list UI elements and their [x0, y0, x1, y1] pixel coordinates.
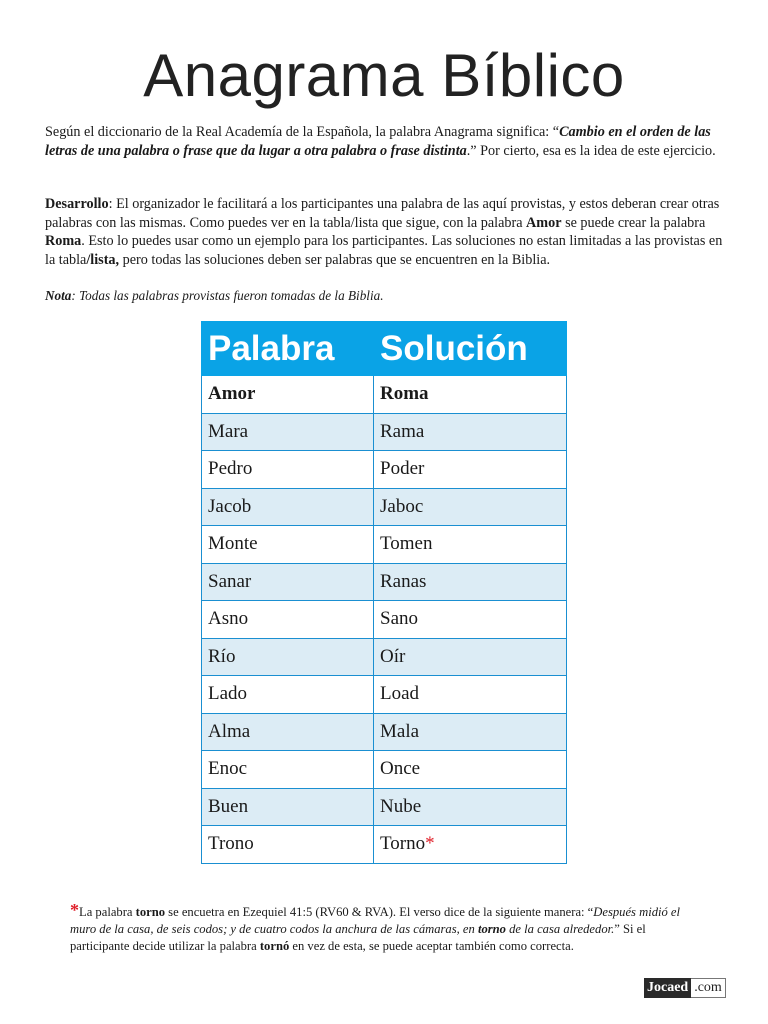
- logo-dotcom: .com: [691, 978, 726, 998]
- desarrollo-text-2: se puede crear la palabra: [561, 214, 706, 231]
- desarrollo-word-roma: Roma: [45, 233, 82, 249]
- solucion-cell: [374, 826, 567, 864]
- nota-paragraph: [45, 287, 723, 306]
- footnote-asterisk-marker: *: [425, 833, 435, 855]
- footnote-torno: torno: [135, 905, 166, 919]
- table-row: [202, 826, 567, 864]
- table-row: [202, 413, 567, 451]
- solucion-cell: Sano: [374, 601, 567, 639]
- footnote-text-1: La palabra: [79, 905, 136, 919]
- desarrollo-paragraph: [45, 195, 723, 269]
- footnote-text-3: ” Si el participante decide utilizar la palabra: [70, 922, 646, 953]
- palabra-cell: Monte: [202, 526, 374, 564]
- anagram-table: [201, 321, 567, 864]
- footnote-torno-accent: tornó: [259, 939, 290, 953]
- table-row: [202, 676, 567, 714]
- footnote: [70, 902, 690, 955]
- palabra-cell: Amor: [202, 376, 374, 414]
- solucion-cell: Oír: [374, 638, 567, 676]
- footnote-text-4: en vez de esta, se puede aceptar también como correcta.: [289, 939, 574, 953]
- palabra-cell: Sanar: [202, 563, 374, 601]
- header-solucion: Solución: [374, 322, 567, 376]
- palabra-cell: Enoc: [202, 751, 374, 789]
- table-row: [202, 563, 567, 601]
- footnote-text-2: se encuetra en Ezequiel 41:5 (RV60 & RVA). El verso dice de la siguiente manera: “: [165, 905, 594, 919]
- solucion-torno: Torno: [380, 833, 426, 855]
- logo-jocaed: Jocaed: [644, 978, 691, 998]
- table-row: [202, 713, 567, 751]
- solucion-cell: Load: [374, 676, 567, 714]
- solucion-cell: Roma: [374, 376, 567, 414]
- intro-text-2: .” Por cierto, esa es la idea de este ejercicio.: [466, 142, 716, 159]
- solucion-cell: Tomen: [374, 526, 567, 564]
- table-row: [202, 376, 567, 414]
- table-row: [202, 788, 567, 826]
- solucion-cell: Ranas: [374, 563, 567, 601]
- intro-definition: Cambio en el orden de las letras de una palabra o frase que da lugar a otra palabra o frase distinta: [45, 124, 711, 159]
- table-row: [202, 751, 567, 789]
- palabra-cell: Pedro: [202, 451, 374, 489]
- solucion-cell: Once: [374, 751, 567, 789]
- jocaed-logo: [644, 978, 726, 998]
- footnote-quote-1: Después midió el muro de la casa, de seis codos; y de cuatro codos la anchura de las cámaras, en: [70, 905, 681, 936]
- solucion-cell: Jaboc: [374, 488, 567, 526]
- intro-paragraph: [45, 123, 723, 160]
- palabra-cell: Río: [202, 638, 374, 676]
- solucion-cell: Poder: [374, 451, 567, 489]
- footnote-quote-torno: torno: [477, 922, 506, 936]
- table-row: [202, 526, 567, 564]
- palabra-cell: Trono: [202, 826, 374, 864]
- desarrollo-word-amor: Amor: [526, 214, 562, 231]
- palabra-cell: Jacob: [202, 488, 374, 526]
- desarrollo-text-1: : El organizador le facilitará a los participantes una palabra de las aquí provistas, y estos deberan crear otras palabras con las mismas. Como puedes ver en la tabla/lista que sigue, con la palabra: [45, 196, 720, 231]
- palabra-cell: Lado: [202, 676, 374, 714]
- desarrollo-label: Desarrollo: [45, 196, 109, 212]
- solucion-cell: Rama: [374, 413, 567, 451]
- table-header-row: [202, 322, 567, 376]
- palabra-cell: Alma: [202, 713, 374, 751]
- palabra-cell: Mara: [202, 413, 374, 451]
- nota-label: Nota: [45, 288, 72, 303]
- footnote-quote-2: de la casa alrededor.: [505, 922, 615, 936]
- solucion-cell: Nube: [374, 788, 567, 826]
- intro-text-1: Según el diccionario de la Real Academía de la Española, la palabra Anagrama significa: “: [45, 124, 560, 140]
- palabra-cell: Buen: [202, 788, 374, 826]
- desarrollo-text-4: pero todas las soluciones deben ser palabras que se encuentren en la Biblia.: [119, 251, 551, 268]
- table-row: [202, 488, 567, 526]
- footnote-star-icon: *: [70, 900, 79, 920]
- header-palabra: Palabra: [202, 322, 374, 376]
- table-row: [202, 451, 567, 489]
- desarrollo-lista: /lista,: [86, 251, 120, 268]
- solucion-cell: Mala: [374, 713, 567, 751]
- page-title: Anagrama Bíblico: [143, 42, 625, 109]
- table-row: [202, 638, 567, 676]
- nota-text: : Todas las palabras provistas fueron tomadas de la Biblia.: [71, 288, 384, 303]
- table-row: [202, 601, 567, 639]
- palabra-cell: Asno: [202, 601, 374, 639]
- desarrollo-text-3: . Esto lo puedes usar como un ejemplo para los participantes. Las soluciones no estan limitadas a las provistas en la tabla: [45, 233, 723, 268]
